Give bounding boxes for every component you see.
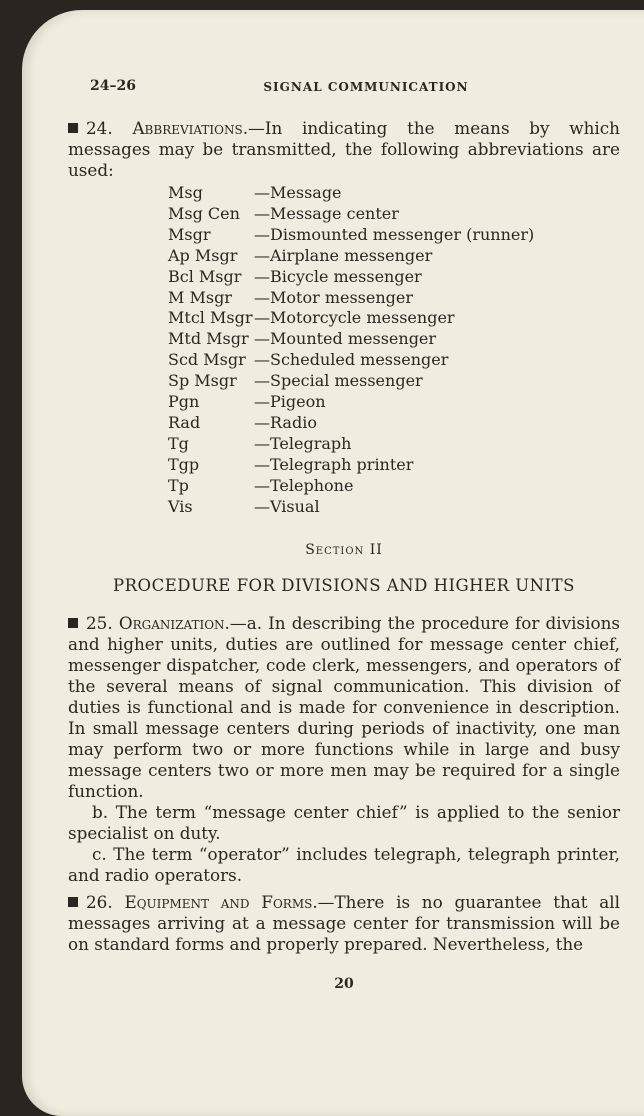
running-head: SIGNAL COMMUNICATION <box>263 80 469 94</box>
abbr-meaning: —Special messenger <box>254 371 423 391</box>
para24-heading: Abbreviations. <box>132 118 249 138</box>
para26-heading: Equipment and Forms. <box>124 891 318 912</box>
abbreviation-row <box>168 455 620 476</box>
abbreviation-row <box>168 434 620 455</box>
abbreviation-row <box>168 246 620 267</box>
abbr-key: Scd Msgr <box>168 350 246 370</box>
page-body <box>68 118 620 955</box>
abbr-key: Msg <box>168 183 203 202</box>
abbr-meaning: —Message <box>254 183 342 202</box>
abbr-meaning: —Pigeon <box>254 392 326 412</box>
paragraph-25c: c. The term “operator” includes telegraph, telegraph printer, and radio operators. <box>68 843 620 885</box>
abbreviation-row <box>168 308 620 329</box>
abbr-meaning: —Motorcycle messenger <box>254 308 455 328</box>
abbr-meaning: —Radio <box>254 412 317 432</box>
abbr-key: Mtcl Msgr <box>168 308 253 328</box>
abbreviation-row <box>168 329 620 350</box>
abbr-key: Sp Msgr <box>168 371 237 391</box>
section-title: PROCEDURE FOR DIVISIONS AND HIGHER UNITS <box>113 575 575 595</box>
abbr-key: Tp <box>168 475 189 495</box>
paragraph-marker-icon <box>68 897 78 907</box>
abbreviation-row <box>168 267 620 288</box>
para25-heading: Organization. <box>118 612 230 633</box>
para24-text: —In indicating the means by which messages may be transmitted, the following abbreviations are used: <box>68 118 620 180</box>
abbreviation-row <box>168 413 620 434</box>
section-label: Section II <box>305 541 383 558</box>
abbr-key: Tg <box>168 433 189 453</box>
abbreviation-row <box>168 476 620 497</box>
abbreviation-row <box>168 225 620 246</box>
abbreviation-list <box>168 183 620 518</box>
para24-number: 24. <box>86 118 113 138</box>
abbr-key: Ap Msgr <box>168 245 238 265</box>
abbreviation-row <box>168 392 620 413</box>
para26-text: —There is no guarantee that all messages arriving at a message center for transmission will be on standard forms and properly prepared. Nevertheless, the <box>68 891 620 954</box>
abbr-meaning: —Message center <box>254 203 399 223</box>
abbreviation-row <box>168 497 620 518</box>
page-number: 20 <box>334 976 354 992</box>
abbr-key: Msg Cen <box>168 203 240 223</box>
paragraph-marker-icon <box>68 618 78 628</box>
para25-a-text: —a. In describing the procedure for divisions and higher units, duties are outlined for message center chief, messenger dispatcher, code clerk, messengers, and operators of the several means of signal communication. This division of duties is functional and is made for convenience in description. In small message centers during periods of inactivity, one man may perform two or more functions while in large and busy message centers two or more men may be required for a single function. <box>68 612 620 801</box>
abbr-key: M Msgr <box>168 287 232 307</box>
abbr-meaning: —Telegraph printer <box>254 454 414 474</box>
abbr-key: Bcl Msgr <box>168 266 242 286</box>
abbr-meaning: —Bicycle messenger <box>254 266 422 286</box>
abbreviation-row <box>168 350 620 371</box>
abbr-meaning: —Visual <box>254 496 320 516</box>
abbr-key: Mtd Msgr <box>168 329 249 349</box>
abbr-key: Vis <box>168 496 193 516</box>
abbreviation-row <box>168 183 620 204</box>
abbr-key: Tgp <box>168 454 200 474</box>
abbr-meaning: —Airplane messenger <box>254 245 433 265</box>
paragraph-25b: b. The term “message center chief” is applied to the senior specialist on duty. <box>68 801 620 843</box>
abbr-meaning: —Motor messenger <box>254 287 414 307</box>
paragraph-24 <box>68 118 620 181</box>
abbr-meaning: —Telegraph <box>254 433 352 453</box>
abbr-meaning: —Mounted messenger <box>254 329 437 349</box>
abbreviation-row <box>168 288 620 309</box>
abbr-meaning: —Scheduled messenger <box>254 350 449 370</box>
abbr-key: Pgn <box>168 392 200 412</box>
para25-number: 25. <box>86 612 113 633</box>
paragraph-26 <box>68 892 620 955</box>
abbr-meaning: —Dismounted messenger (runner) <box>254 224 535 244</box>
abbr-key: Rad <box>168 412 201 432</box>
para26-number: 26. <box>86 891 113 912</box>
page-range: 24–26 <box>90 78 136 94</box>
abbr-meaning: —Telephone <box>254 475 354 495</box>
abbreviation-row <box>168 371 620 392</box>
abbr-key: Msgr <box>168 224 211 244</box>
page-header <box>90 78 642 102</box>
paragraph-25a <box>68 613 620 802</box>
abbreviation-row <box>168 204 620 225</box>
paragraph-marker-icon <box>68 123 78 133</box>
